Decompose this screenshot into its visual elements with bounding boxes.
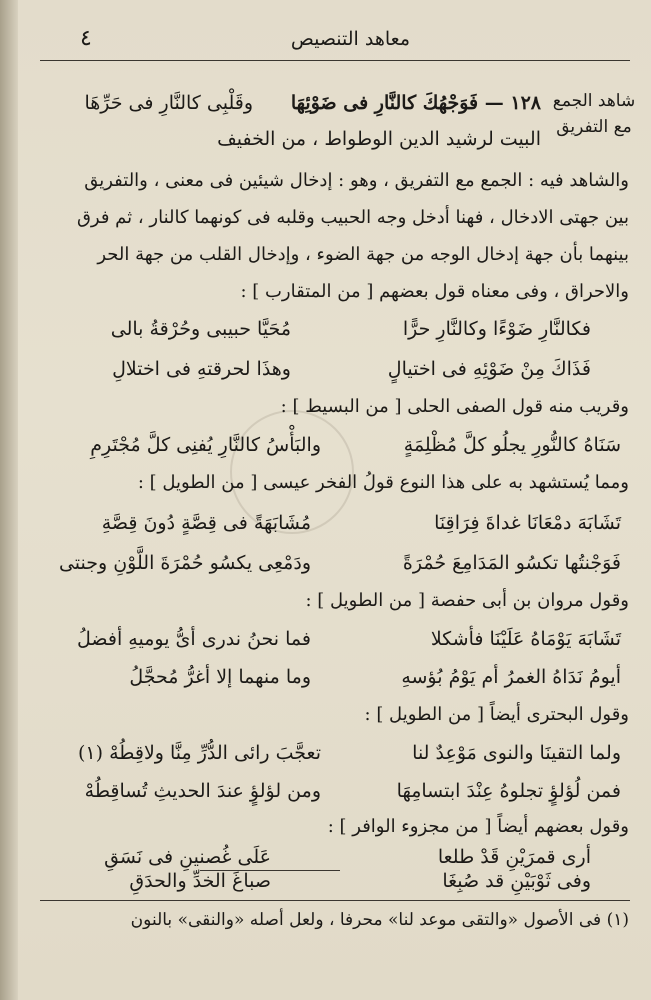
verse-5-second-hemistich: ودَمْعِى يكسُو حُمْرَةَ اللَّوْنِ وجنتى	[58, 552, 311, 574]
verse-6-second-hemistich: فما نحنُ ندرى أىُّ يوميهِ أفضلُ	[77, 628, 311, 650]
verse-1-second-hemistich: مُحَيَّا حبيبى وحُرْقةُ بالى	[110, 318, 291, 340]
page-gutter-shadow	[0, 0, 18, 1000]
verse-2-second-hemistich: وهذَا لحرقتهِ فى اختلالِ	[112, 358, 291, 380]
verse-128-first-hemistich: ١٢٨ — فَوَجْهُكَ كالنَّارِ فى ضَوْئِهَا	[290, 92, 541, 114]
prose-line-8: وقول البحترى أيضاً [ من الطويل ] :	[364, 704, 629, 725]
prose-line-9: وقول بعضهم أيضاً [ من مجزوء الوافر ] :	[327, 816, 629, 837]
verse-8-second-hemistich: تعجَّبَ رائى الدُّرِّ مِنَّا ولاقِطُهْ (١)	[78, 742, 321, 764]
verse-8-first-hemistich: ولما التقينَا والنوى مَوْعِدٌ لنا	[412, 742, 621, 764]
running-title: معاهد التنصيص	[290, 28, 410, 50]
verse-11-second-hemistich: صباغَ الخدِّ والحدَقِ	[129, 870, 271, 892]
verse-9-first-hemistich: فمن لُؤلؤٍ تجلوهُ عِنْدَ ابتسامِهَا	[396, 780, 621, 802]
verse-3-second-hemistich: والبَأْسُ كالنَّارِ يُفنِى كلَّ مُجْتَرِمِ	[90, 434, 321, 456]
header-rule	[40, 60, 630, 61]
page-number: ٤	[80, 26, 92, 51]
prose-line-4: والاحراق ، وفى معناه قول بعضهم [ من المتقارب ] :	[240, 281, 629, 302]
prose-line-5: وقريب منه قول الصفى الحلى [ من البسيط ] :	[280, 396, 629, 417]
verse-3-first-hemistich: سَنَاهُ كالنُّورِ يجلُو كلَّ مُظْلِمَةٍ	[403, 434, 621, 456]
attribution-line: البيت لرشيد الدين الوطواط ، من الخفيف	[217, 128, 541, 150]
verse-128-second-hemistich: وقَلْبِى كالنَّارِ فى حَرِّهَا	[84, 92, 253, 114]
verse-7-first-hemistich: أيومُ نَدَاهُ الغمرُ أم يَوْمُ بُؤسهِ	[401, 666, 621, 688]
verse-4-second-hemistich: مُشَابَهَةً فى قِصَّةٍ دُونَ قِصَّةِ	[101, 512, 311, 534]
verse-4-first-hemistich: تَشَابَهَ دمْعَانَا غداةَ فِرَاقِنَا	[434, 512, 621, 534]
prose-line-3: بينهما بأن جهة إدخال الوجه من جهة الضوء ، وإدخال القلب من جهة الحر	[97, 244, 629, 265]
margin-note: شاهد الجمع مع التفريق	[552, 91, 636, 137]
verse-10-first-hemistich: أرى قمرَيْنِ قَدْ طلعا	[437, 846, 591, 868]
prose-line-2: بين جهتى الادخال ، فهنا أدخل وجه الحبيب وقلبه فى كونهما كالنار ، ثم فرق	[76, 207, 629, 228]
page-header	[60, 28, 620, 62]
verse-6-first-hemistich: تَشَابَهَ يَوْمَاهُ عَلَيْنَا فأشكلا	[430, 628, 621, 650]
verse-2-first-hemistich: فَذَاكَ مِنْ ضَوْئِهِ فى اختيالٍ	[387, 358, 591, 380]
verse-9-second-hemistich: ومن لؤلؤٍ عندَ الحديثِ تُساقِطُهْ	[84, 780, 321, 802]
verse-1-first-hemistich: فكالنَّارِ ضَوْءًا وكالنَّارِ حرًّا	[402, 318, 591, 340]
footnote-rule	[40, 900, 630, 901]
verse-7-second-hemistich: وما منهما إلا أغرُّ مُحجَّلُ	[129, 666, 311, 688]
verse-5-first-hemistich: فَوَجْنتُها تكسُو المَدَامِعَ حُمْرَةً	[402, 552, 621, 574]
prose-line-6: ومما يُستشهد به على هذا النوع قولُ الفخر عيسى [ من الطويل ] :	[137, 472, 629, 493]
prose-line-1: والشاهد فيه : الجمع مع التفريق ، وهو : إدخال شيئين فى معنى ، والتفريق	[84, 170, 629, 191]
verse-11-first-hemistich: وفى ثَوْبَيْنِ قد صُبِغَا	[442, 870, 591, 892]
prose-line-7: وقول مروان بن أبى حفصة [ من الطويل ] :	[305, 590, 629, 611]
verse-10-second-hemistich: عَلَى غُصنينِ فى نَسَقِ	[104, 846, 271, 868]
footnote: (١) فى الأصول «والتقى موعد لنا» محرفا ، ولعل أصله «والنقى» بالنون	[130, 910, 629, 930]
